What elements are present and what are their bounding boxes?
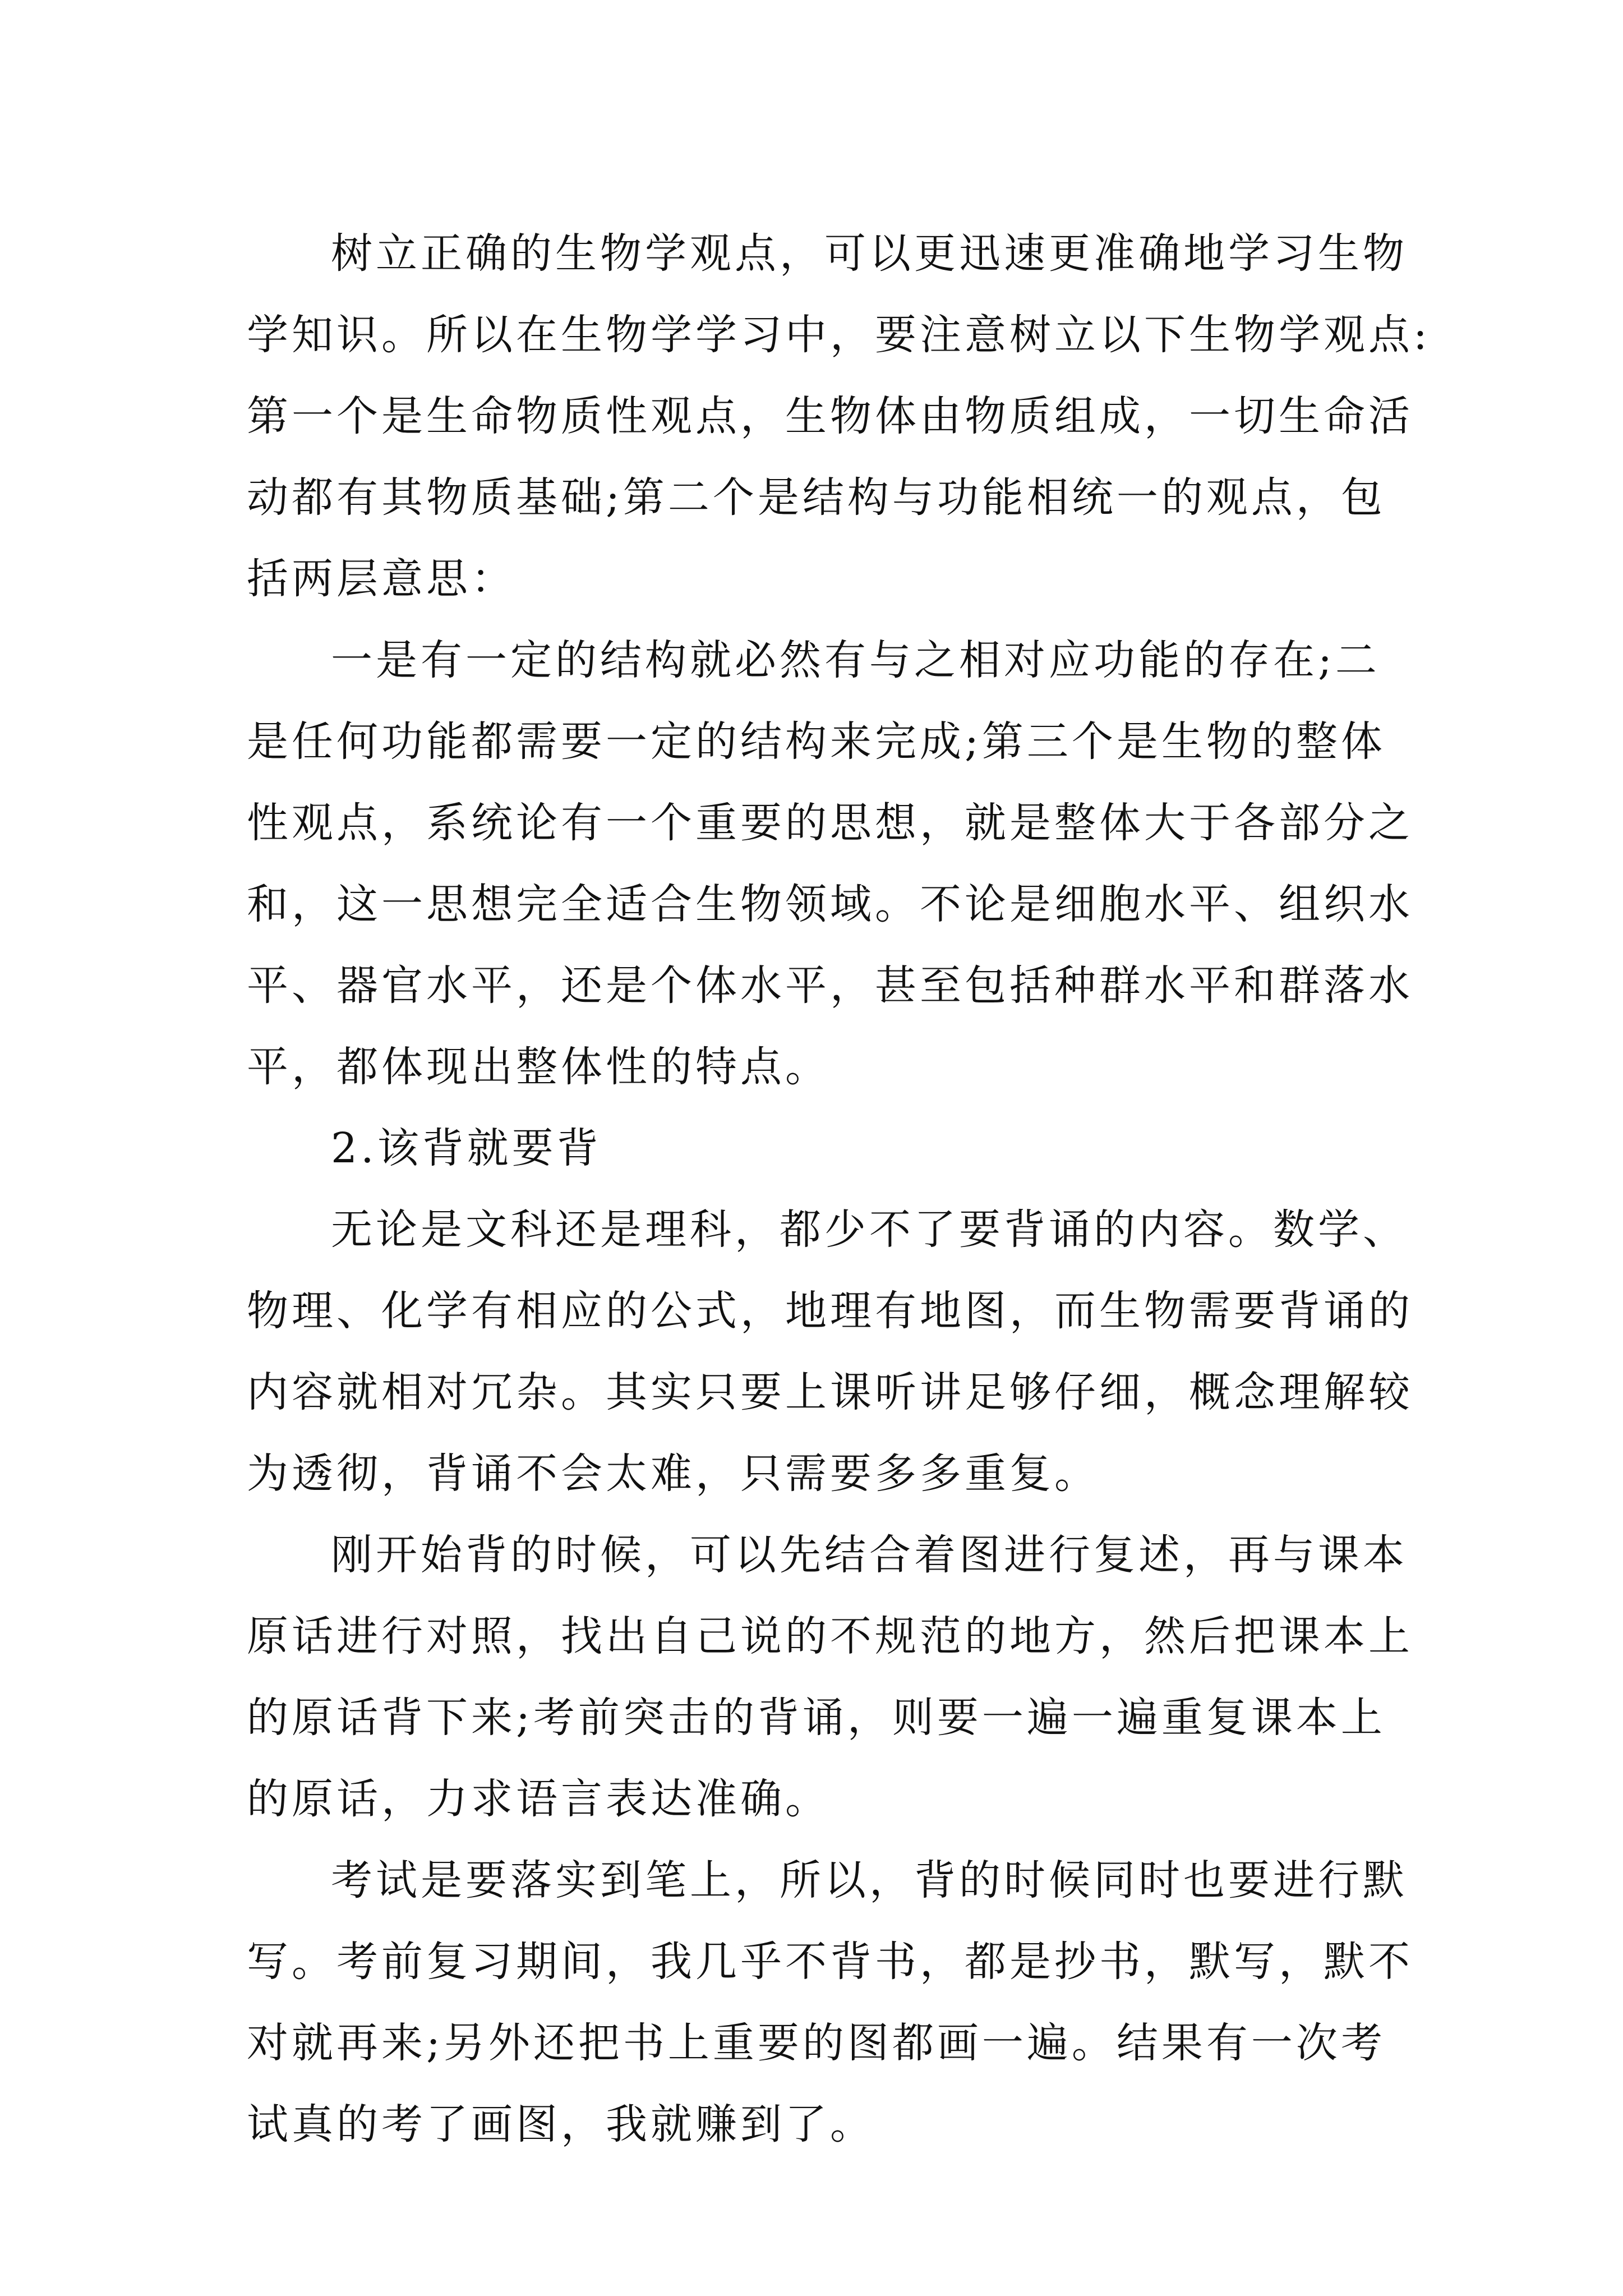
- document-body: [247, 213, 1431, 2165]
- text-line: 第一个是生命物质性观点，生物体由物质组成，一切生命活: [247, 392, 1413, 440]
- text-line: 性观点，系统论有一个重要的思想，就是整体大于各部分之: [247, 799, 1413, 847]
- text-line: 和，这一思想完全适合生物领域。不论是细胞水平、组织水: [247, 880, 1413, 928]
- text-line: 刚开始背的时候，可以先结合着图进行复述，再与课本: [331, 1531, 1408, 1579]
- text-line: 物理、化学有相应的公式，地理有地图，而生物需要背诵的: [247, 1287, 1413, 1335]
- text-line: 树立正确的生物学观点，可以更迅速更准确地学习生物: [331, 229, 1408, 278]
- paragraph-dictation: [247, 1840, 1413, 2165]
- text-line: 写。考前复习期间，我几乎不背书，都是抄书，默写，默不: [247, 1938, 1413, 1986]
- text-line: 的原话背下来;考前突击的背诵，则要一遍一遍重复课本上: [247, 1694, 1386, 1742]
- paragraph-viewpoints: [247, 213, 1431, 620]
- text-line: 考试是要落实到笔上，所以，背的时候同时也要进行默: [331, 1856, 1408, 1904]
- section-heading-text: 2.该背就要背: [331, 1124, 602, 1172]
- paragraph-retell: [247, 1515, 1413, 1840]
- text-line: 的原话，力求语言表达准确。: [247, 1775, 830, 1823]
- text-line: 一是有一定的结构就必然有与之相对应功能的存在;二: [331, 636, 1380, 684]
- text-line: 学知识。所以在生物学学习中，要注意树立以下生物学观点:: [247, 311, 1431, 359]
- text-line: 是任何功能都需要一定的结构来完成;第三个是生物的整体: [247, 717, 1386, 766]
- text-line: 原话进行对照，找出自己说的不规范的地方，然后把课本上: [247, 1612, 1413, 1660]
- text-line: 平、器官水平，还是个体水平，甚至包括种群水平和群落水: [247, 961, 1413, 1010]
- text-line: 括两层意思：: [247, 555, 516, 603]
- text-line: 平，都体现出整体性的特点。: [247, 1043, 830, 1091]
- section-heading: [247, 1108, 1385, 1189]
- text-line: 为透彻，背诵不会太难，只需要多多重复。: [247, 1450, 1099, 1498]
- text-line: 动都有其物质基础;第二个是结构与功能相统一的观点，包: [247, 473, 1386, 522]
- text-line: 内容就相对冗杂。其实只要上课听讲足够仔细，概念理解较: [247, 1368, 1413, 1416]
- paragraph-structure-function: [247, 620, 1413, 1108]
- paragraph-memorize: [247, 1189, 1413, 1515]
- text-line: 试真的考了画图，我就赚到了。: [247, 2100, 875, 2148]
- text-line: 对就再来;另外还把书上重要的图都画一遍。结果有一次考: [247, 2019, 1386, 2067]
- text-line: 无论是文科还是理科，都少不了要背诵的内容。数学、: [331, 1205, 1408, 1254]
